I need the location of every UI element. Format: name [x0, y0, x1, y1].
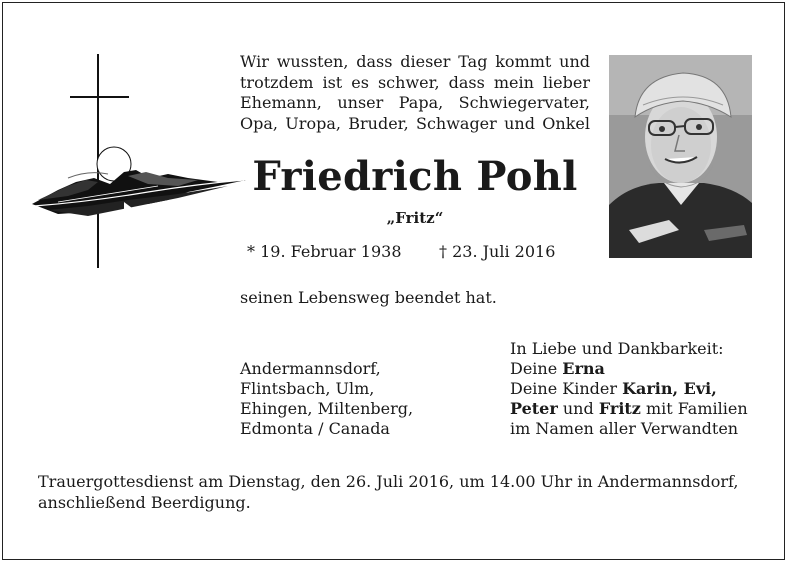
- service-info: [38, 472, 754, 513]
- portrait-photo: [609, 55, 752, 258]
- place-item: Andermannsdorf,: [240, 359, 381, 378]
- closing-line: seinen Lebensweg beendet hat.: [240, 288, 497, 307]
- mourners-heading: In Liebe und Dankbarkeit:: [510, 339, 724, 358]
- place-item: Ehingen, Miltenberg,: [240, 399, 414, 418]
- mourner-name: Fritz: [598, 399, 641, 418]
- mourner-prefix: Deine Kinder: [510, 379, 623, 398]
- mourners-list: [510, 339, 748, 439]
- mourner-name: Peter: [510, 399, 558, 418]
- cross-sunset-icon: [28, 52, 250, 270]
- intro-line: Ehemann, unser Papa, Schwiegervater,: [240, 93, 590, 112]
- mourner-line: [510, 359, 748, 379]
- intro-line: trotzdem ist es schwer, dass mein lieber: [240, 72, 590, 92]
- mourner-prefix: Deine: [510, 359, 563, 378]
- service-line: Trauergottesdienst am Dienstag, den 26. Juli 2016, um 14.00 Uhr in Andermannsdorf,: [38, 472, 739, 491]
- mourner-line: [510, 399, 748, 419]
- places-list: [240, 359, 413, 439]
- intro-line: Wir wussten, dass dieser Tag kommt und: [240, 52, 590, 71]
- mourner-name: Erna: [562, 359, 605, 378]
- birth-date: * 19. Februar 1938: [247, 242, 402, 261]
- intro-line: Opa, Uropa, Bruder, Schwager und Onkel: [240, 113, 590, 133]
- service-line: anschließend Beerdigung.: [38, 492, 251, 512]
- nickname: „Fritz“: [386, 209, 444, 227]
- mourner-line: im Namen aller Verwandten: [510, 419, 739, 438]
- mourner-text: mit Familien: [640, 399, 748, 418]
- mourner-line: [510, 379, 748, 399]
- mourner-text: und: [557, 399, 599, 418]
- death-date: † 23. Juli 2016: [439, 242, 556, 261]
- intro-text: [240, 52, 590, 134]
- mourner-name: Karin, Evi,: [622, 379, 717, 398]
- deceased-name: Friedrich Pohl: [252, 153, 578, 200]
- place-item: Edmonta / Canada: [240, 419, 390, 438]
- place-item: Flintsbach, Ulm,: [240, 379, 375, 398]
